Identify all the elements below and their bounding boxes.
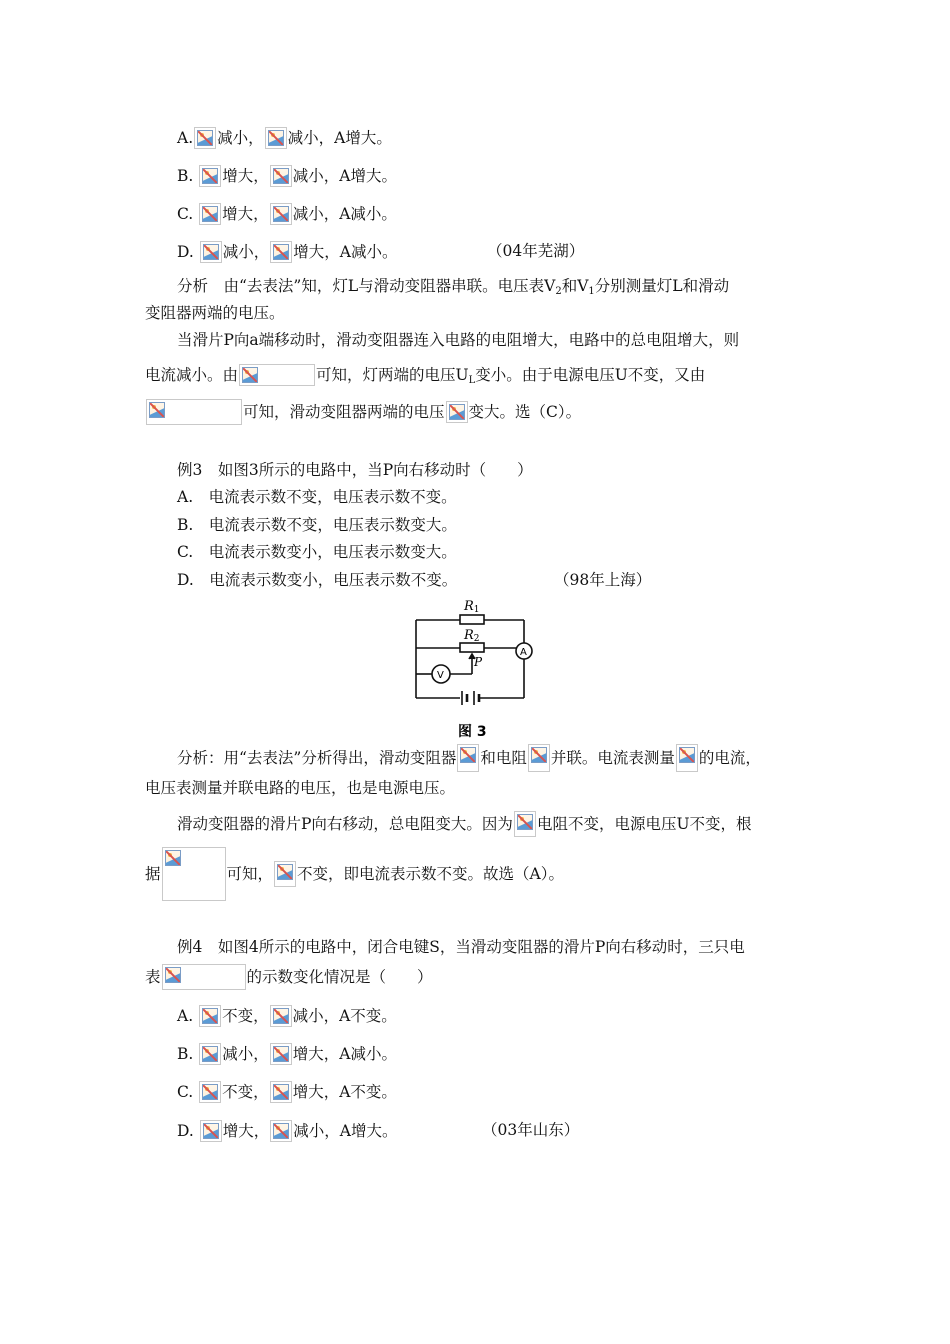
image-placeholder-icon — [199, 203, 221, 225]
image-placeholder-icon — [270, 1120, 292, 1142]
ex3-option-b: B. 电流表示数不变，电压表示数变大。 — [177, 516, 457, 534]
ex4-question-line1: 例4 如图4所示的电路中，闭合电键S，当滑动变阻器的滑片P向右移动时，三只电 — [177, 938, 745, 956]
circuit-diagram — [412, 598, 552, 740]
image-placeholder-icon — [457, 744, 479, 772]
ex4-option-a: A. 不变， 减小，A不变。 — [177, 1003, 397, 1028]
r2-label: R2 — [464, 628, 480, 644]
ex2-option-c: C. 增大， 减小，A减小。 — [177, 201, 397, 226]
ex2-analysis-line5: 可知，滑动变阻器两端的电压 变大。选（C）。 — [145, 399, 581, 425]
ex3-analysis-line2: 电压表测量并联电路的电压，也是电源电压。 — [145, 779, 456, 797]
image-placeholder-icon — [446, 401, 468, 423]
image-placeholder-icon — [270, 1005, 292, 1027]
ex3-source: （98年上海） — [554, 571, 652, 589]
image-placeholder-icon — [199, 1043, 221, 1065]
image-placeholder-icon — [194, 127, 216, 149]
figure-caption: 图 3 — [458, 724, 487, 740]
formula-image-icon — [239, 364, 315, 386]
ammeter-label: A — [520, 647, 527, 658]
image-placeholder-icon — [274, 861, 296, 887]
ex3-option-a: A. 电流表示数不变，电压表示数不变。 — [177, 488, 457, 506]
image-placeholder-icon — [676, 744, 698, 772]
formula-image-icon — [162, 964, 246, 990]
r1-label: R1 — [464, 599, 480, 615]
ex3-analysis-line1: 分析：用“去表法”分析得出，滑动变阻器 和电阻 并联。电流表测量 的电流， — [177, 744, 761, 772]
image-placeholder-icon — [200, 1120, 222, 1142]
ex3-analysis-line4: 据 可知， 不变，即电流表示数不变。故选（A）。 — [145, 846, 564, 901]
ex2-source: （04年芜湖） — [487, 242, 585, 260]
ex2-analysis-line1: 分析 由“去表法”知，灯L与滑动变阻器串联。电压表$V_2$和$V_1$分别测量灯L和滑动 — [177, 277, 730, 298]
ex2-option-d: D. 减小， 增大，A减小。 — [177, 239, 397, 264]
image-placeholder-icon — [270, 1043, 292, 1065]
ex3-option-d: D. 电流表示数变小，电压表示数不变。 — [177, 571, 458, 589]
ex2-analysis-line4: 电流减小。由 可知，灯两端的电压$U_L$变小。由于电源电压U不变，又由 — [145, 362, 705, 393]
ex4-source: （03年山东） — [482, 1121, 580, 1139]
image-placeholder-icon — [265, 127, 287, 149]
image-placeholder-icon — [199, 1005, 221, 1027]
image-placeholder-icon — [270, 203, 292, 225]
image-placeholder-icon — [200, 241, 222, 263]
image-placeholder-icon — [528, 744, 550, 772]
ex3-question: 例3 如图3所示的电路中，当P向右移动时（ ） — [177, 461, 533, 479]
circuit-figure-3 — [412, 598, 552, 744]
formula-image-icon — [146, 399, 242, 425]
ex3-option-c: C. 电流表示数变小，电压表示数变大。 — [177, 543, 457, 561]
image-placeholder-icon — [270, 165, 292, 187]
ex3-analysis-line3: 滑动变阻器的滑片P向右移动，总电阻变大。因为 电阻不变，电源电压U不变，根 — [177, 811, 752, 837]
slider-p-label: P — [474, 655, 483, 669]
ex4-option-c: C. 不变， 增大，A不变。 — [177, 1079, 397, 1104]
ex2-analysis-line2: 变阻器两端的电压。 — [145, 304, 285, 322]
ex4-option-b: B. 减小， 增大，A减小。 — [177, 1041, 397, 1066]
formula-image-icon — [162, 847, 226, 901]
image-placeholder-icon — [199, 1081, 221, 1103]
image-placeholder-icon — [199, 165, 221, 187]
image-placeholder-icon — [270, 1081, 292, 1103]
image-placeholder-icon — [270, 241, 292, 263]
ex2-option-b: B. 增大， 减小，A增大。 — [177, 163, 397, 188]
image-placeholder-icon — [514, 811, 536, 837]
voltmeter-label: V — [437, 670, 444, 681]
ex4-option-d: D. 增大， 减小，A增大。 — [177, 1118, 397, 1143]
ex2-option-a: A. 减小， 减小，A增大。 — [177, 125, 392, 150]
ex2-analysis-line3: 当滑片P向a端移动时，滑动变阻器连入电路的电阻增大，电路中的总电阻增大，则 — [177, 331, 740, 349]
ex4-question-line2: 表 的示数变化情况是（ ） — [145, 964, 433, 990]
